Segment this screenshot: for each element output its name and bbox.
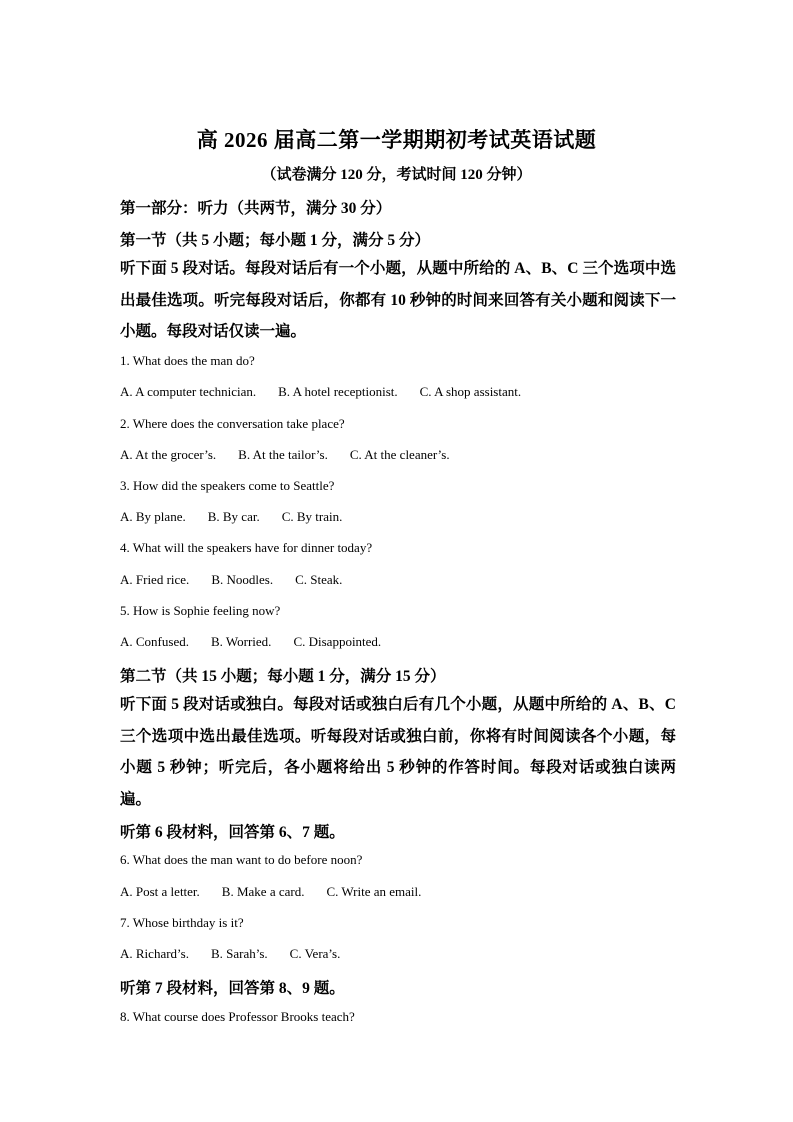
option-b: B. Sarah’s. [210,946,268,961]
question-4: 4. What will the speakers have for dinner today? [120,540,373,555]
option-c: C. At the cleaner’s. [349,447,450,462]
question-2-options [120,447,450,463]
option-b: B. A hotel receptionist. [278,384,398,399]
option-a: A. Richard’s. [120,946,189,961]
exam-subtitle: （试卷满分 120 分，考试时间 120 分钟） [261,167,532,183]
question-6: 6. What does the man want to do before noon? [120,852,363,867]
option-a: A. Confused. [120,634,189,649]
option-b: B. At the tailor’s. [238,447,328,462]
option-c: C. Disappointed. [293,634,382,649]
option-b: B. By car. [207,509,260,524]
option-c: C. By train. [281,509,343,524]
section1-instructions: 听下面 5 段对话。每段对话后有一个小题，从题中所给的 A、B、C 三个选项中选出最佳选项。听完每段对话后，你都有 10 秒钟的时间来回答有关小题和阅读下一小题。每段对话仅读一遍。 [120,260,676,340]
question-7: 7. Whose birthday is it? [120,915,244,930]
option-c: C. A shop assistant. [419,384,522,399]
option-c: C. Write an email. [326,884,422,899]
question-1: 1. What does the man do? [120,353,255,368]
exam-title: 高 2026 届高二第一学期期初考试英语试题 [196,128,597,152]
option-c: C. Vera’s. [289,946,341,961]
option-a: A. A computer technician. [120,384,257,399]
option-b: B. Noodles. [211,572,274,587]
option-a: A. Fried rice. [120,572,190,587]
question-5: 5. How is Sophie feeling now? [120,603,281,618]
question-2: 2. Where does the conversation take place? [120,416,345,431]
question-3: 3. How did the speakers come to Seattle? [120,478,335,493]
question-8: 8. What course does Professor Brooks teach? [120,1009,355,1024]
question-4-options [120,572,342,588]
question-6-options [120,884,421,900]
section2-instructions: 听下面 5 段对话或独白。每段对话或独白后有几个小题，从题中所给的 A、B、C 三个选项中选出最佳选项。听每段对话或独白前，你将有时间阅读各个小题，每小题 5 秒钟；听完后，各小题将给出 5 秒钟的作答时间。每段对话或独白读两遍。 [120,696,676,808]
option-a: A. At the grocer’s. [120,447,217,462]
part1-heading: 第一部分：听力（共两节，满分 30 分） [120,200,392,217]
option-a: A. Post a letter. [120,884,200,899]
question-3-options [120,509,342,525]
option-a: A. By plane. [120,509,186,524]
material-7-heading: 听第 7 段材料，回答第 8、9 题。 [120,980,345,997]
question-5-options [120,634,381,650]
question-7-options [120,946,340,962]
option-c: C. Steak. [295,572,343,587]
material-6-heading: 听第 6 段材料，回答第 6、7 题。 [120,824,345,841]
option-b: B. Make a card. [221,884,305,899]
section1-heading: 第一节（共 5 小题；每小题 1 分，满分 5 分） [120,232,431,249]
option-b: B. Worried. [210,634,272,649]
section2-heading: 第二节（共 15 小题；每小题 1 分，满分 15 分） [120,668,446,685]
question-1-options [120,384,521,400]
